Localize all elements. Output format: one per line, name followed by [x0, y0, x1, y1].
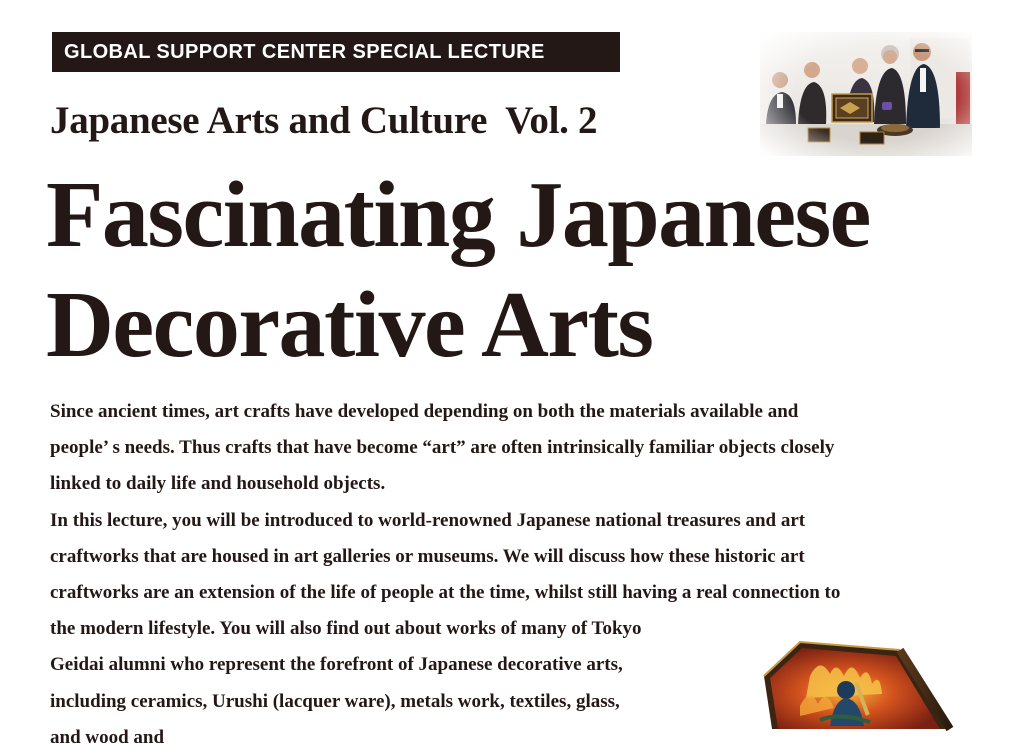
- title-line-1: Fascinating Japanese: [46, 163, 870, 267]
- text-line: Since ancient times, art crafts have developed depending on both the materials available and: [50, 401, 799, 422]
- text-line: linked to daily life and household objects.: [50, 473, 386, 495]
- lacquer-box-icon: [760, 636, 960, 729]
- text-line-cut: and wood and: [50, 726, 165, 748]
- text-line: including ceramics, Urushi (lacquer ware), metals work, textiles, glass,: [50, 690, 620, 712]
- text-line: people’ s needs. Thus crafts that have become “art” are often intrinsically familiar objects closely: [50, 437, 835, 459]
- text-line: craftworks are an extension of the life of people at the time, whilst still having a real connection to: [50, 582, 841, 604]
- text-line: Geidai alumni who represent the forefront of Japanese decorative arts,: [50, 654, 623, 676]
- event-banner: GLOBAL SUPPORT CENTER SPECIAL LECTURE: [52, 32, 620, 72]
- text-line: the modern lifestyle. You will also find out about works of many of Tokyo: [50, 618, 642, 640]
- description-paragraph-1: [50, 394, 970, 503]
- text-line: In this lecture, you will be introduced to world-renowned Japanese national treasures and art: [50, 509, 806, 531]
- series-subtitle: [50, 98, 597, 143]
- title-line-2: Decorative Arts: [46, 273, 653, 377]
- series-name: Japanese Arts and Culture: [50, 99, 488, 142]
- lecture-photo-icon: [760, 32, 972, 156]
- text-line: craftworks that are housed in art galleries or museums. We will discuss how these historic art: [50, 545, 805, 567]
- lecture-title: [46, 160, 1006, 380]
- volume-number: Vol. 2: [505, 99, 598, 142]
